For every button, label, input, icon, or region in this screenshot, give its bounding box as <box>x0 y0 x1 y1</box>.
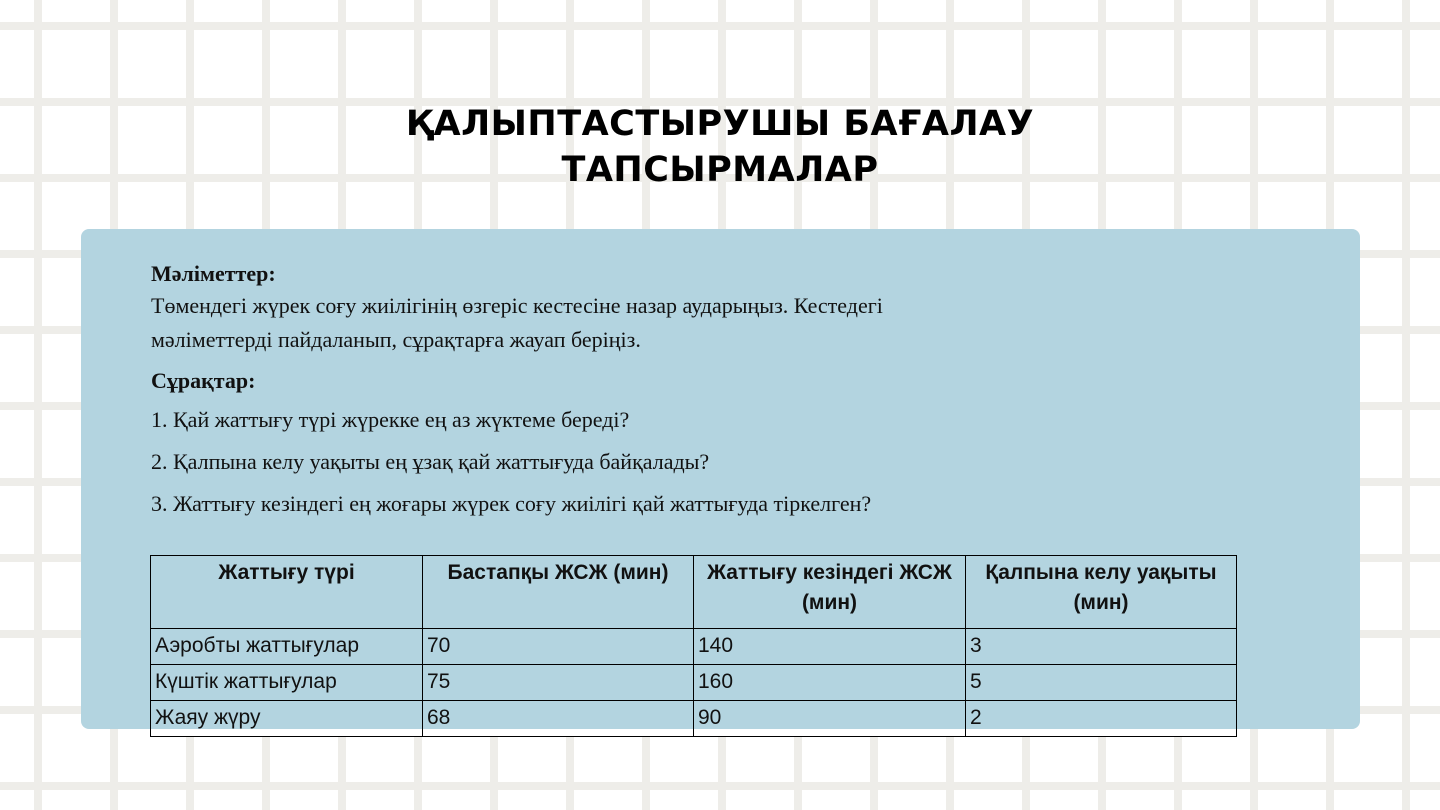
cell-recovery-time: 2 <box>966 701 1237 737</box>
table-row <box>151 701 1237 737</box>
table-row <box>151 629 1237 665</box>
slide-title <box>0 101 1440 193</box>
questions-heading: Сұрақтар: <box>151 368 256 393</box>
info-text-line-1: Төмендегі жүрек соғу жиілігінің өзгеріс кестесіне назар аударыңыз. Кестедегі <box>151 293 883 318</box>
question-2: 2. Қалпына келу уақыты ең ұзақ қай жаттығуда байқалады? <box>151 449 710 474</box>
cell-exercise-type: Жаяу жүру <box>151 701 423 737</box>
slide-title-line-1: ҚАЛЫПТАСТЫРУШЫ БАҒАЛАУ <box>405 104 1035 144</box>
header-recovery-time: Қалпына келу уақыты (мин) <box>966 556 1237 629</box>
cell-initial-hr: 70 <box>423 629 694 665</box>
cell-exercise-hr: 160 <box>694 665 966 701</box>
cell-initial-hr: 75 <box>423 665 694 701</box>
info-text-line-2: мәліметтерді пайдаланып, сұрақтарға жауап беріңіз. <box>151 327 641 352</box>
task-content <box>151 259 1251 525</box>
table-header-row <box>151 556 1237 629</box>
table-row <box>151 665 1237 701</box>
cell-exercise-type: Аэробты жаттығулар <box>151 629 423 665</box>
cell-recovery-time: 5 <box>966 665 1237 701</box>
cell-initial-hr: 68 <box>423 701 694 737</box>
question-1: 1. Қай жаттығу түрі жүрекке ең аз жүктеме береді? <box>151 407 630 432</box>
cell-exercise-hr: 140 <box>694 629 966 665</box>
heart-rate-table <box>150 555 1237 737</box>
question-3: 3. Жаттығу кезіндегі ең жоғары жүрек соғу жиілігі қай жаттығуда тіркелген? <box>151 491 872 516</box>
info-heading: Мәліметтер: <box>151 261 276 286</box>
header-initial-hr: Бастапқы ЖСЖ (мин) <box>423 556 694 629</box>
cell-exercise-type: Күштік жаттығулар <box>151 665 423 701</box>
cell-exercise-hr: 90 <box>694 701 966 737</box>
header-exercise-hr: Жаттығу кезіндегі ЖСЖ (мин) <box>694 556 966 629</box>
cell-recovery-time: 3 <box>966 629 1237 665</box>
slide-title-line-2: ТАПСЫРМАЛАР <box>561 150 879 190</box>
header-exercise-type: Жаттығу түрі <box>151 556 423 629</box>
